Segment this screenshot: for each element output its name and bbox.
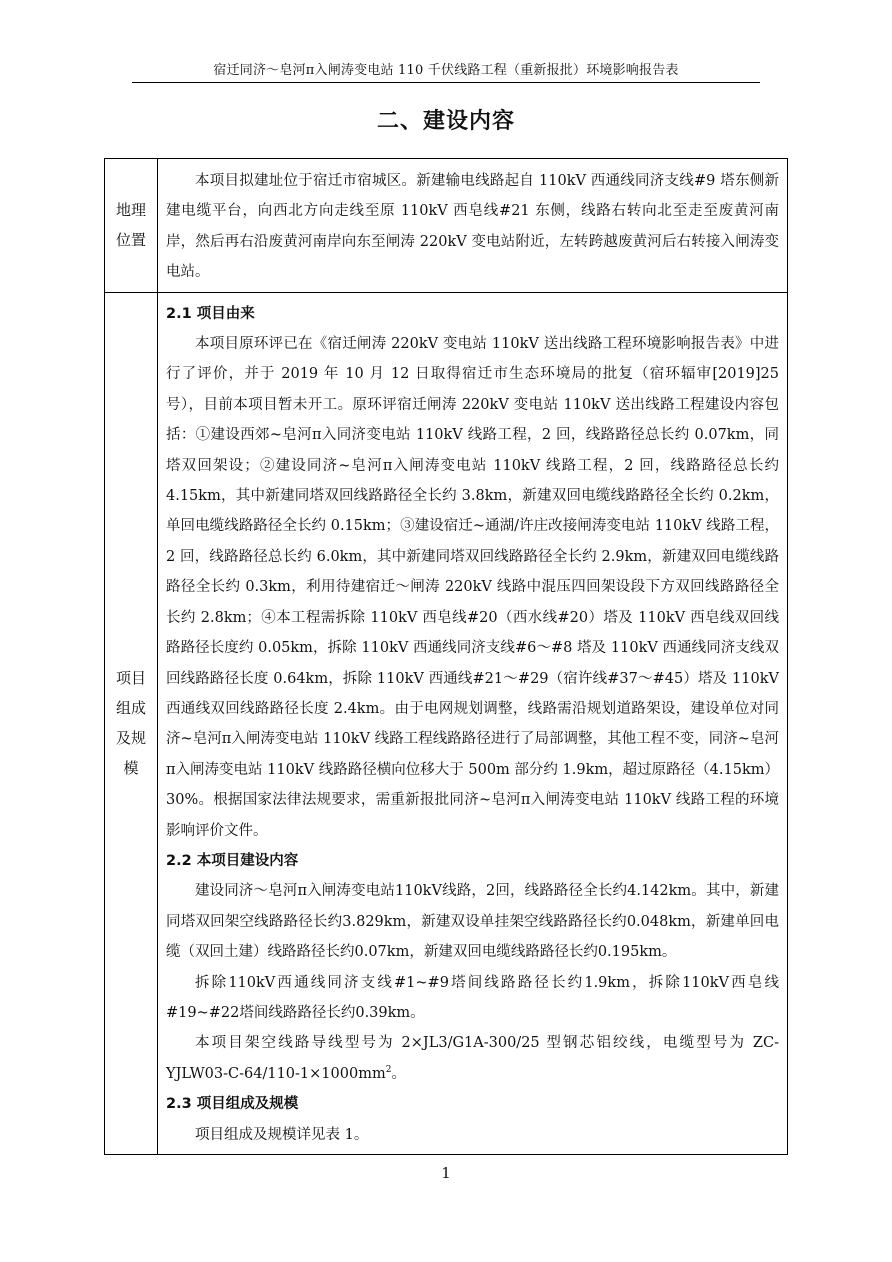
- table-row-project-scope: [105, 292, 788, 1154]
- section-title: 二、建设内容: [376, 109, 515, 134]
- section-2-2-paragraph-3: [166, 1028, 779, 1089]
- geo-location-text: 本项目拟建址位于宿迁市宿城区。新建输电线路起自 110kV 西通线同济支线#9 塔东侧新建电缆平台，向西北方向走线至原 110kV 西皂线#21 东侧，线路右转向北至走至废黄河南岸，然后再右沿废黄河南岸向东至闸涛 220kV 变电站附近，左转跨越废黄河后右转接入闸涛变电站。: [166, 173, 779, 281]
- header-rule: [132, 82, 760, 83]
- section-2-3-paragraph: 项目组成及规模详见表 1。: [195, 1126, 369, 1143]
- superscript-2: 2: [385, 1064, 392, 1075]
- table-row-geo-location: [105, 159, 788, 293]
- scope-label-line-1: 项目: [115, 669, 146, 688]
- content-table: [104, 158, 788, 1155]
- section-2-1-heading: 2.1 项目由来: [166, 305, 255, 322]
- project-scope-content: [158, 292, 788, 1154]
- project-scope-label: [105, 292, 158, 1154]
- geo-label-line-2: 位置: [115, 231, 146, 250]
- geo-location-label: [105, 159, 158, 293]
- cable-spec-text: 本项目架空线路导线型号为 2×JL3/G1A-300/25 型钢芯铝绞线，电缆型号为 ZC-YJLW03-C-64/110-1×1000mm: [166, 1035, 779, 1082]
- scope-label-line-4: 模: [123, 759, 139, 778]
- section-2-1-paragraph: 本项目原环评已在《宿迁闸涛 220kV 变电站 110kV 送出线路工程环境影响报告表》中进行了评价，并于 2019 年 10 月 12 日取得宿迁市生态环境局的批复（宿环辐审[2019]25 号），目前本项目暂未开工。原环评宿迁闸涛 220kV 变电站 110kV 送出线路工程建设内容包括：①建设西郊~皂河π入同济变电站 110kV 线路工程，2 回，线路路径总长约 0.07km，同塔双回架设；②建设同济~皂河π入闸涛变电站 110kV 线路工程，2 回，线路路径总长约 4.15km，其中新建同塔双回线路路径全长约 3.8km，新建双回电缆线路路径全长约 0.2km，单回电缆线路路径全长约 0.15km；③建设宿迁~通湖/许庄改接闸涛变电站 110kV 线路工程，2 回，线路路径总长约 6.0km，其中新建同塔双回线路路径全长约 2.9km，新建双回电缆线路路径全长约 0.3km，利用待建宿迁～闸涛 220kV 线路中混压四回架设段下方双回线路路径全长约 2.8km；④本工程需拆除 110kV 西皂线#20（西水线#20）塔及 110kV 西皂线双回线路路径长度约 0.05km，拆除 110kV 西通线同济支线#6～#8 塔及 110kV 西通线同济支线双回线路路径长度 0.64km，拆除 110kV 西通线#21～#29（宿许线#37～#45）塔及 110kV 西通线双回线路路径长度 2.4km。由于电网规划调整，线路需沿规划道路架设，建设单位对同济~皂河π入闸涛变电站 110kV 线路工程线路路径进行了局部调整，其他工程不变，同济~皂河π入闸涛变电站 110kV 线路路径横向位移大于 500m 部分约 1.9km，超过原路径（4.15km）30%。根据国家法律法规要求，需重新报批同济~皂河π入闸涛变电站 110kV 线路工程的环境影响评价文件。: [166, 336, 779, 839]
- section-2-2-paragraph-1: 建设同济～皂河π入闸涛变电站110kV线路，2回，线路路径全长约4.142km。其中，新建同塔双回架空线路路径长约3.829km，新建双设单挂架空线路路径长约0.048km，新建单回电缆（双回土建）线路路径长约0.07km，新建双回电缆线路路径长约0.195km。: [166, 883, 779, 961]
- section-2-3-heading: 2.3 项目组成及规模: [166, 1096, 299, 1113]
- section-2-2-paragraph-2: 拆除110kV西通线同济支线#1~#9塔间线路路径长约1.9km，拆除110kV西皂线#19~#22塔间线路路径长约0.39km。: [166, 974, 779, 1021]
- geo-label-line-1: 地理: [115, 201, 146, 220]
- scope-label-line-2: 组成: [115, 699, 146, 718]
- page-number: 1: [441, 1164, 451, 1182]
- running-header: 宿迁同济～皂河π入闸涛变电站 110 千伏线路工程（重新报批）环境影响报告表: [213, 63, 679, 78]
- cable-spec-end: 。: [391, 1065, 406, 1082]
- scope-label-line-3: 及规: [115, 729, 146, 748]
- geo-location-content: [158, 159, 788, 293]
- section-2-2-heading: 2.2 本项目建设内容: [166, 852, 299, 869]
